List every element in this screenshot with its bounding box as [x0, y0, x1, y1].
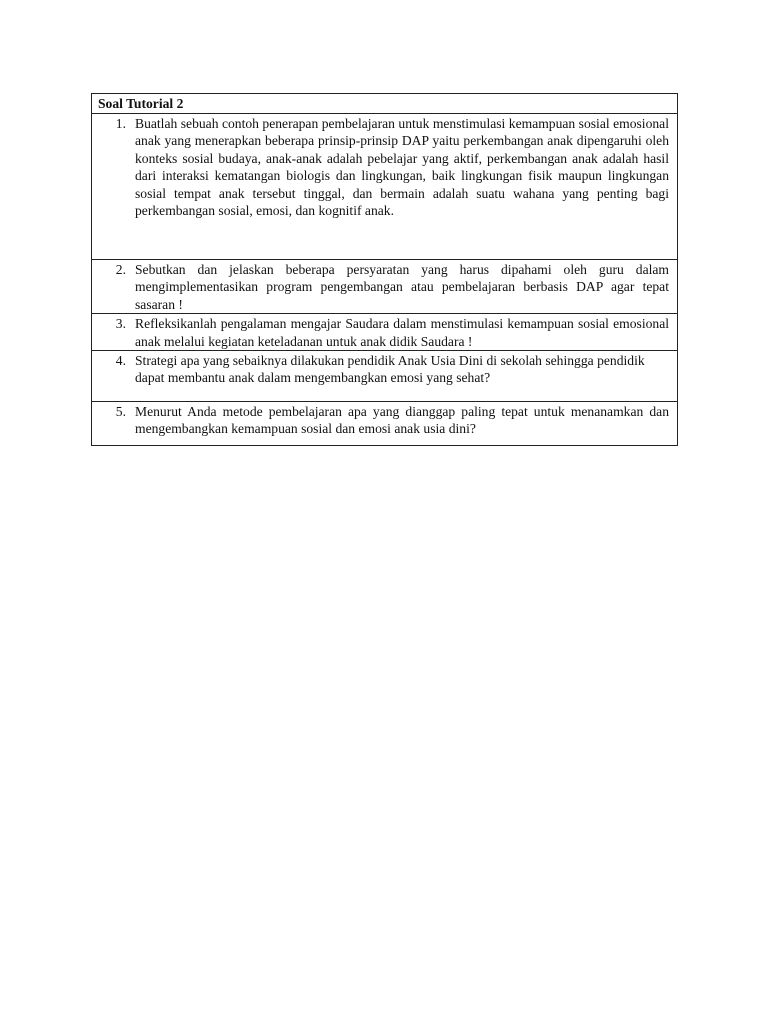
question-cell	[92, 351, 678, 402]
question-row	[92, 351, 678, 402]
question-cell	[92, 260, 678, 314]
question-row	[92, 114, 678, 260]
question-table	[91, 93, 678, 446]
question-text: Strategi apa yang sebaiknya dilakukan pendidik Anak Usia Dini di sekolah sehingga pendidik dapat membantu anak dalam mengembangkan emosi yang sehat?	[135, 353, 645, 386]
question-item	[92, 114, 677, 219]
question-cell	[92, 314, 678, 351]
question-row	[92, 314, 678, 351]
question-item	[92, 260, 677, 313]
question-text: Sebutkan dan jelaskan beberapa persyaratan yang harus dipahami oleh guru dalam mengimplementasikan program pengembangan atau pembelajaran berbasis DAP agar tepat sasaran !	[135, 262, 669, 312]
question-text: Menurut Anda metode pembelajaran apa yang dianggap paling tepat untuk menanamkan dan mengembangkan kemampuan sosial dan emosi anak usia dini?	[135, 404, 669, 437]
question-number: 3.	[115, 316, 126, 332]
question-number: 5.	[115, 404, 126, 420]
question-cell	[92, 114, 678, 260]
question-row	[92, 260, 678, 314]
table-header-row	[92, 94, 678, 114]
question-text: Refleksikanlah pengalaman mengajar Saudara dalam menstimulasi kemampuan sosial emosional anak melalui kegiatan keteladanan untuk anak didik Saudara !	[135, 316, 669, 349]
question-text: Buatlah sebuah contoh penerapan pembelajaran untuk menstimulasi kemampuan sosial emosional anak yang menerapkan beberapa prinsip-prinsip DAP yaitu perkembangan anak dipengaruhi oleh konteks sosial budaya, anak-anak adalah pebelajar yang aktif, perkembangan anak adalah hasil dari interaksi kematangan biologis dan lingkungan, baik lingkungan fisik maupun lingkungan sosial tempat anak tersebut tinggal, dan bermain adalah suatu wahana yang penting bagi perkembangan sosial, emosi, dan kognitif anak.	[135, 116, 669, 219]
question-item	[92, 351, 677, 387]
question-number: 2.	[115, 262, 126, 277]
question-item	[92, 402, 677, 438]
question-item	[92, 314, 677, 350]
question-cell	[92, 402, 678, 446]
table-title: Soal Tutorial 2	[92, 94, 678, 114]
question-number: 4.	[115, 353, 126, 369]
question-row	[92, 402, 678, 446]
question-number: 1.	[115, 116, 126, 131]
